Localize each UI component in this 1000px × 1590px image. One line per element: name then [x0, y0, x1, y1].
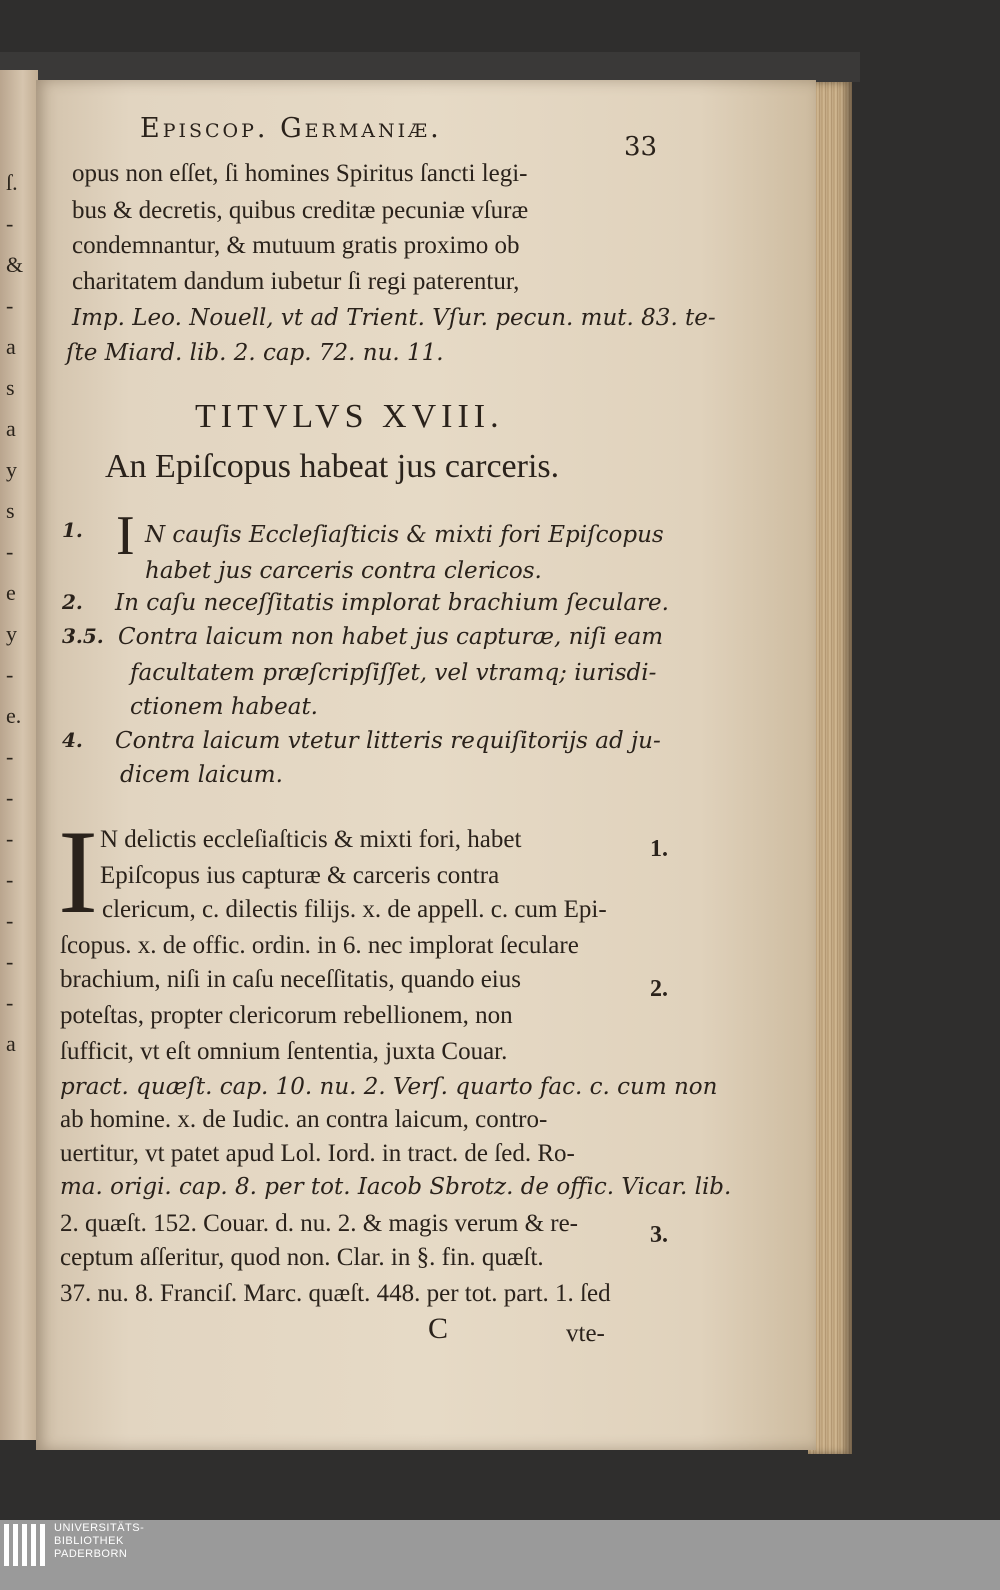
- summary-line: habet jus carceris contra clericos.: [145, 558, 542, 584]
- paragraph-line: charitatem dandum iubetur ſi regi paterentur,: [72, 268, 520, 295]
- library-logo-icon: [4, 1524, 46, 1566]
- summary-drop-cap: I: [116, 505, 135, 567]
- left-margin-char: -: [6, 662, 14, 687]
- main-text-line: ceptum aſſeritur, quod non. Clar. in §. fin. quæſt.: [60, 1244, 544, 1271]
- left-margin-char: s: [6, 375, 15, 400]
- margin-section-number: 2.: [650, 976, 668, 1002]
- paragraph-line: condemnantur, & mutuum gratis proximo ob: [72, 232, 520, 259]
- catchword: vte-: [566, 1320, 605, 1347]
- left-margin-char: s: [6, 498, 15, 523]
- left-margin-char: &: [6, 252, 24, 277]
- main-text-line: clericum, c. dilectis filijs. x. de appell. c. cum Epi-: [102, 896, 607, 923]
- summary-line: In caſu neceſſitatis implorat brachium ſeculare.: [115, 590, 669, 616]
- main-text-line: 37. nu. 8. Franciſ. Marc. quæſt. 448. per tot. part. 1. ſed: [60, 1280, 611, 1307]
- left-margin-char: -: [6, 990, 14, 1015]
- left-margin-char: -: [6, 785, 14, 810]
- signature-mark: C: [428, 1312, 449, 1345]
- chapter-title: TITVLVS XVIII.: [195, 398, 504, 435]
- left-margin-char: -: [6, 867, 14, 892]
- summary-number: 1.: [62, 518, 83, 542]
- left-margin-char: e.: [6, 703, 22, 728]
- book-binding: [0, 52, 860, 82]
- left-margin-char: -: [6, 293, 14, 318]
- main-text-line: uertitur, vt patet apud Lol. Iord. in tract. de ſed. Ro-: [60, 1140, 575, 1167]
- main-text-line: ab homine. x. de Iudic. an contra laicum, contro-: [60, 1106, 548, 1133]
- main-drop-cap: I: [58, 805, 98, 938]
- left-margin-char: -: [6, 211, 14, 236]
- summary-number: 3.5.: [62, 624, 104, 648]
- paragraph-line: bus & decretis, quibus creditæ pecuniæ vſuræ: [72, 197, 529, 224]
- page-number: 33: [624, 132, 658, 162]
- summary-line: ctionem habeat.: [130, 694, 318, 720]
- left-margin-char: y: [6, 621, 17, 646]
- logo-line-3: PADERBORN: [54, 1548, 128, 1560]
- left-margin-char: ſ.: [6, 170, 18, 195]
- left-margin-char: a: [6, 416, 16, 441]
- left-margin-char: -: [6, 908, 14, 933]
- paragraph-line: ſte Miard. lib. 2. cap. 72. nu. 11.: [66, 340, 444, 366]
- left-margin-char: e: [6, 580, 16, 605]
- main-text-line: ſufficit, vt eſt omnium ſententia, juxta Couar.: [60, 1038, 508, 1065]
- left-margin-char: -: [6, 826, 14, 851]
- summary-line: dicem laicum.: [120, 762, 283, 788]
- left-margin-char: a: [6, 1031, 16, 1056]
- main-text-line: Epiſcopus ius capturæ & carceris contra: [100, 862, 500, 889]
- main-text-line: brachium, niſi in caſu neceſſitatis, quando eius: [60, 966, 521, 993]
- main-text-line: pract. quæſt. cap. 10. nu. 2. Verſ. quarto fac. c. cum non: [60, 1074, 718, 1100]
- main-text-line: ma. origi. cap. 8. per tot. Iacob Sbrotz. de offic. Vicar. lib.: [60, 1174, 732, 1200]
- left-margin-char: y: [6, 457, 17, 482]
- main-text-line: ſcopus. x. de offic. ordin. in 6. nec implorat ſeculare: [60, 932, 579, 959]
- summary-number: 2.: [62, 590, 83, 614]
- paragraph-line: Imp. Leo. Nouell, vt ad Trient. Vſur. pecun. mut. 83. te-: [72, 305, 716, 331]
- left-page-edge: [0, 70, 38, 1440]
- left-margin-char: a: [6, 334, 16, 359]
- summary-line: Contra laicum non habet jus capturæ, niſi eam: [118, 624, 664, 650]
- left-margin-char: -: [6, 949, 14, 974]
- main-text-line: N delictis eccleſiaſticis & mixti fori, habet: [100, 826, 522, 853]
- margin-section-number: 1.: [650, 836, 668, 862]
- left-margin-char: -: [6, 744, 14, 769]
- summary-line: Contra laicum vtetur litteris requiſitorijs ad ju-: [115, 728, 661, 754]
- main-text-line: 2. quæſt. 152. Couar. d. nu. 2. & magis verum & re-: [60, 1210, 579, 1237]
- logo-line-2: BIBLIOTHEK: [54, 1535, 124, 1547]
- left-margin-char: -: [6, 539, 14, 564]
- running-header: Episcop. Germaniæ.: [140, 113, 442, 144]
- summary-number: 4.: [62, 728, 83, 752]
- chapter-subtitle: An Epiſcopus habeat jus carceris.: [105, 448, 560, 485]
- main-text-line: poteſtas, propter clericorum rebellionem, non: [60, 1002, 513, 1029]
- margin-section-number: 3.: [650, 1222, 668, 1248]
- logo-line-1: UNIVERSITÄTS-: [54, 1522, 145, 1534]
- summary-line: facultatem præſcripſiſſet, vel vtramq; iurisdi-: [130, 660, 657, 686]
- summary-line: N cauſis Eccleſiaſticis & mixti fori Epiſcopus: [145, 522, 664, 548]
- library-footer: [0, 1520, 1000, 1590]
- paragraph-line: opus non eſſet, ſi homines Spiritus ſancti legi-: [72, 160, 528, 187]
